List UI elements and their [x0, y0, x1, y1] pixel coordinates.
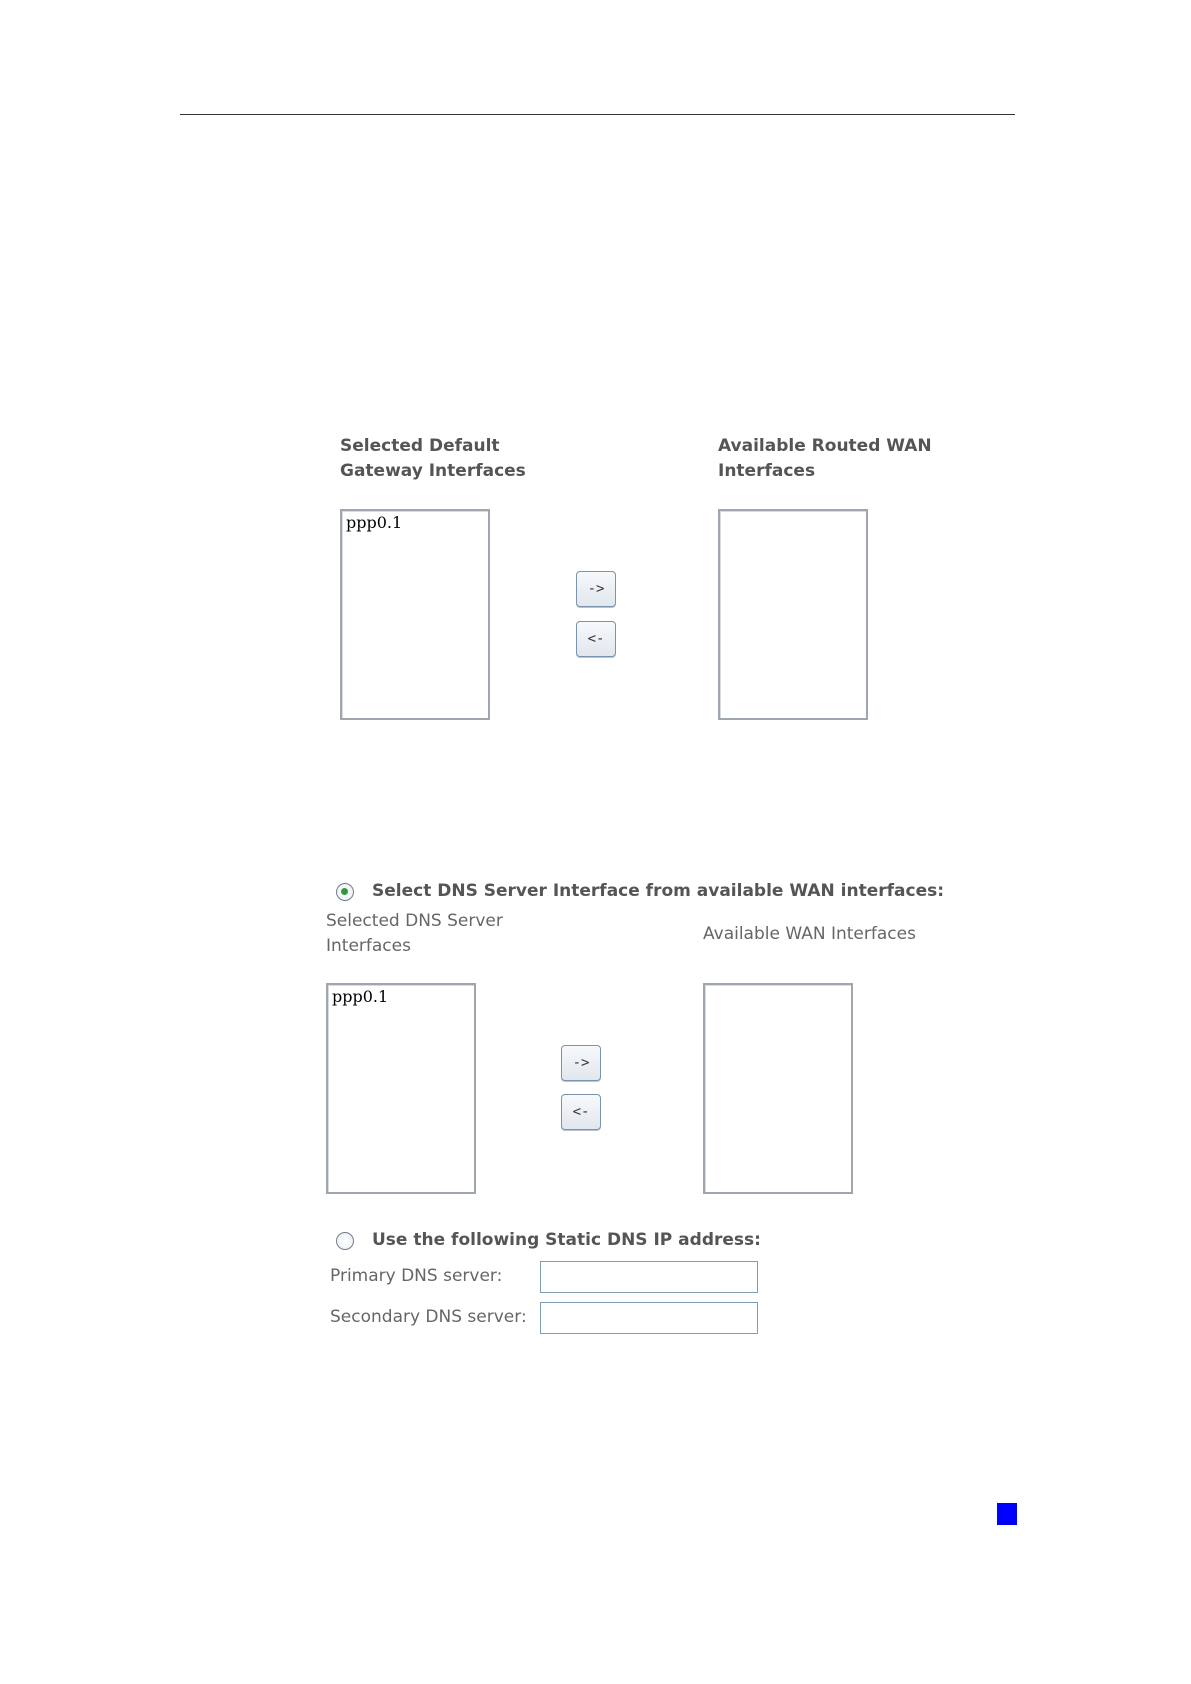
selected-dns-server-interfaces-header: Selected DNS Server Interfaces: [326, 911, 503, 956]
primary-dns-input[interactable]: [540, 1261, 758, 1293]
secondary-dns-label: Secondary DNS server:: [330, 1307, 527, 1327]
move-right-button[interactable]: ->: [576, 571, 616, 607]
dns-move-right-button[interactable]: ->: [561, 1045, 601, 1081]
primary-dns-label: Primary DNS server:: [330, 1266, 503, 1286]
selected-dns-server-interfaces-list[interactable]: [326, 983, 476, 1194]
available-routed-wan-interfaces-header: Available Routed WAN Interfaces: [718, 436, 932, 481]
selected-gateway-interfaces-header: Selected Default Gateway Interfaces: [340, 436, 526, 481]
available-wan-interfaces-header: Available WAN Interfaces: [703, 924, 916, 944]
available-wan-interfaces-list[interactable]: [703, 983, 853, 1194]
static-dns-radio[interactable]: [336, 1232, 354, 1250]
available-routed-wan-interfaces-list[interactable]: [718, 509, 868, 720]
dns-interface-radio[interactable]: [336, 883, 354, 901]
header-rule: [180, 114, 1015, 115]
page-marker: [997, 1503, 1017, 1525]
static-dns-option-label: Use the following Static DNS IP address:: [372, 1230, 761, 1250]
list-item[interactable]: ppp0.1: [346, 513, 403, 532]
secondary-dns-input[interactable]: [540, 1302, 758, 1334]
selected-gateway-interfaces-list[interactable]: [340, 509, 490, 720]
dns-move-left-button[interactable]: <-: [561, 1094, 601, 1130]
dns-interface-option-label: Select DNS Server Interface from available WAN interfaces:: [372, 881, 945, 901]
list-item[interactable]: ppp0.1: [332, 987, 389, 1006]
move-left-button[interactable]: <-: [576, 621, 616, 657]
radio-selected-dot: [341, 888, 348, 895]
